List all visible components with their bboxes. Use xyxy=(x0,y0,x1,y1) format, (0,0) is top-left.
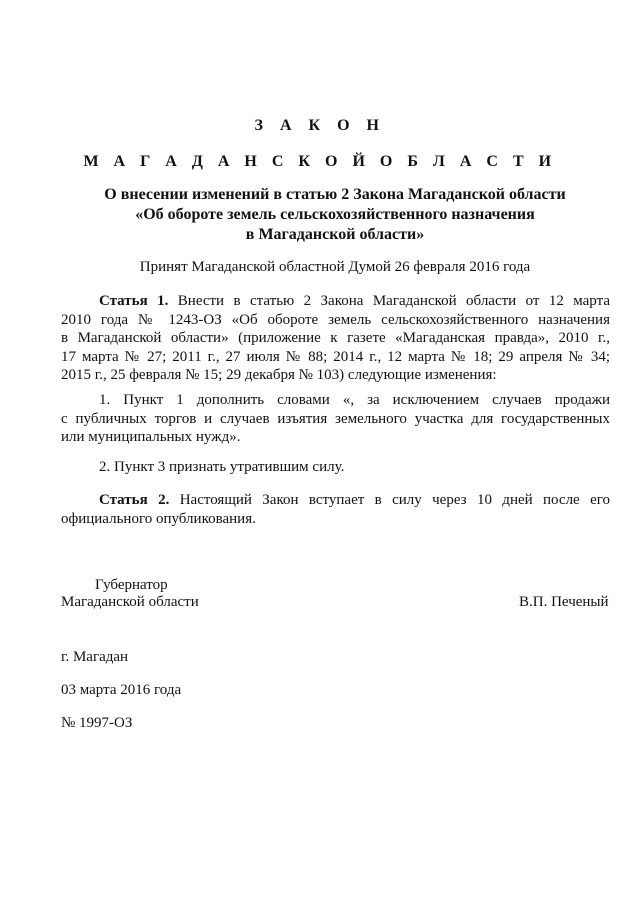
adoption-note: Принят Магаданской областной Думой 26 февраля 2016 года xyxy=(139,259,531,275)
item-1-line-3: или муниципальных нужд». xyxy=(61,429,241,445)
law-title-line-2: «Об обороте земель сельскохозяйственного назначения xyxy=(135,206,535,223)
heading-region: М А Г А Д А Н С К О Й О Б Л А С Т И xyxy=(83,153,557,170)
item-1 xyxy=(61,391,610,447)
heading-law: З А К О Н xyxy=(254,117,386,134)
item-2-line: 2. Пункт 3 признать утратившим силу. xyxy=(99,459,345,475)
article-1-line-3: в Магаданской области» (приложение к газете «Магаданская правда», 2010 г., xyxy=(61,330,610,346)
signature-role-line-2: Магаданской области xyxy=(61,594,199,610)
article-1-label: Статья 1. xyxy=(99,293,169,309)
article-1-line-4: 17 марта № 27; 2011 г., 27 июля № 88; 2014 г., 12 марта № 18; 29 апреля № 34; xyxy=(61,348,610,365)
article-2-label: Статья 2. xyxy=(99,492,170,508)
article-2-line-1: Статья 2. Настоящий Закон вступает в силу через 10 дней после его xyxy=(99,492,611,508)
item-2 xyxy=(61,458,610,477)
law-title-line-1: О внесении изменений в статью 2 Закона Магаданской области xyxy=(104,186,566,203)
item-1-line-2: с публичных торгов и случаев изъятия земельного участка для государственных xyxy=(61,410,610,427)
article-2-line-2: официального опубликования. xyxy=(61,510,256,527)
article-1-line-1: Статья 1. Внести в статью 2 Закона Магаданской области от 12 марта xyxy=(99,293,611,309)
article-1-line-5: 2015 г., 25 февраля № 15; 29 декабря № 103) следующие изменения: xyxy=(61,367,497,383)
law-title xyxy=(0,185,640,245)
signature-role-line-1: Губернатор xyxy=(95,577,168,593)
place-of-signing: г. Магадан xyxy=(61,649,129,665)
article-1 xyxy=(61,292,610,385)
signature-name: В.П. Печеный xyxy=(519,594,609,610)
item-1-line-1: 1. Пункт 1 дополнить словами «, за исключением случаев продажи xyxy=(99,392,610,408)
law-title-line-3: в Магаданской области» xyxy=(245,226,425,243)
law-number: № 1997-ОЗ xyxy=(61,715,133,731)
article-2 xyxy=(61,491,610,528)
article-1-line-2: 2010 года № 1243-ОЗ «Об обороте земель сельскохозяйственного назначения xyxy=(61,311,610,328)
signing-date: 03 марта 2016 года xyxy=(61,682,182,698)
